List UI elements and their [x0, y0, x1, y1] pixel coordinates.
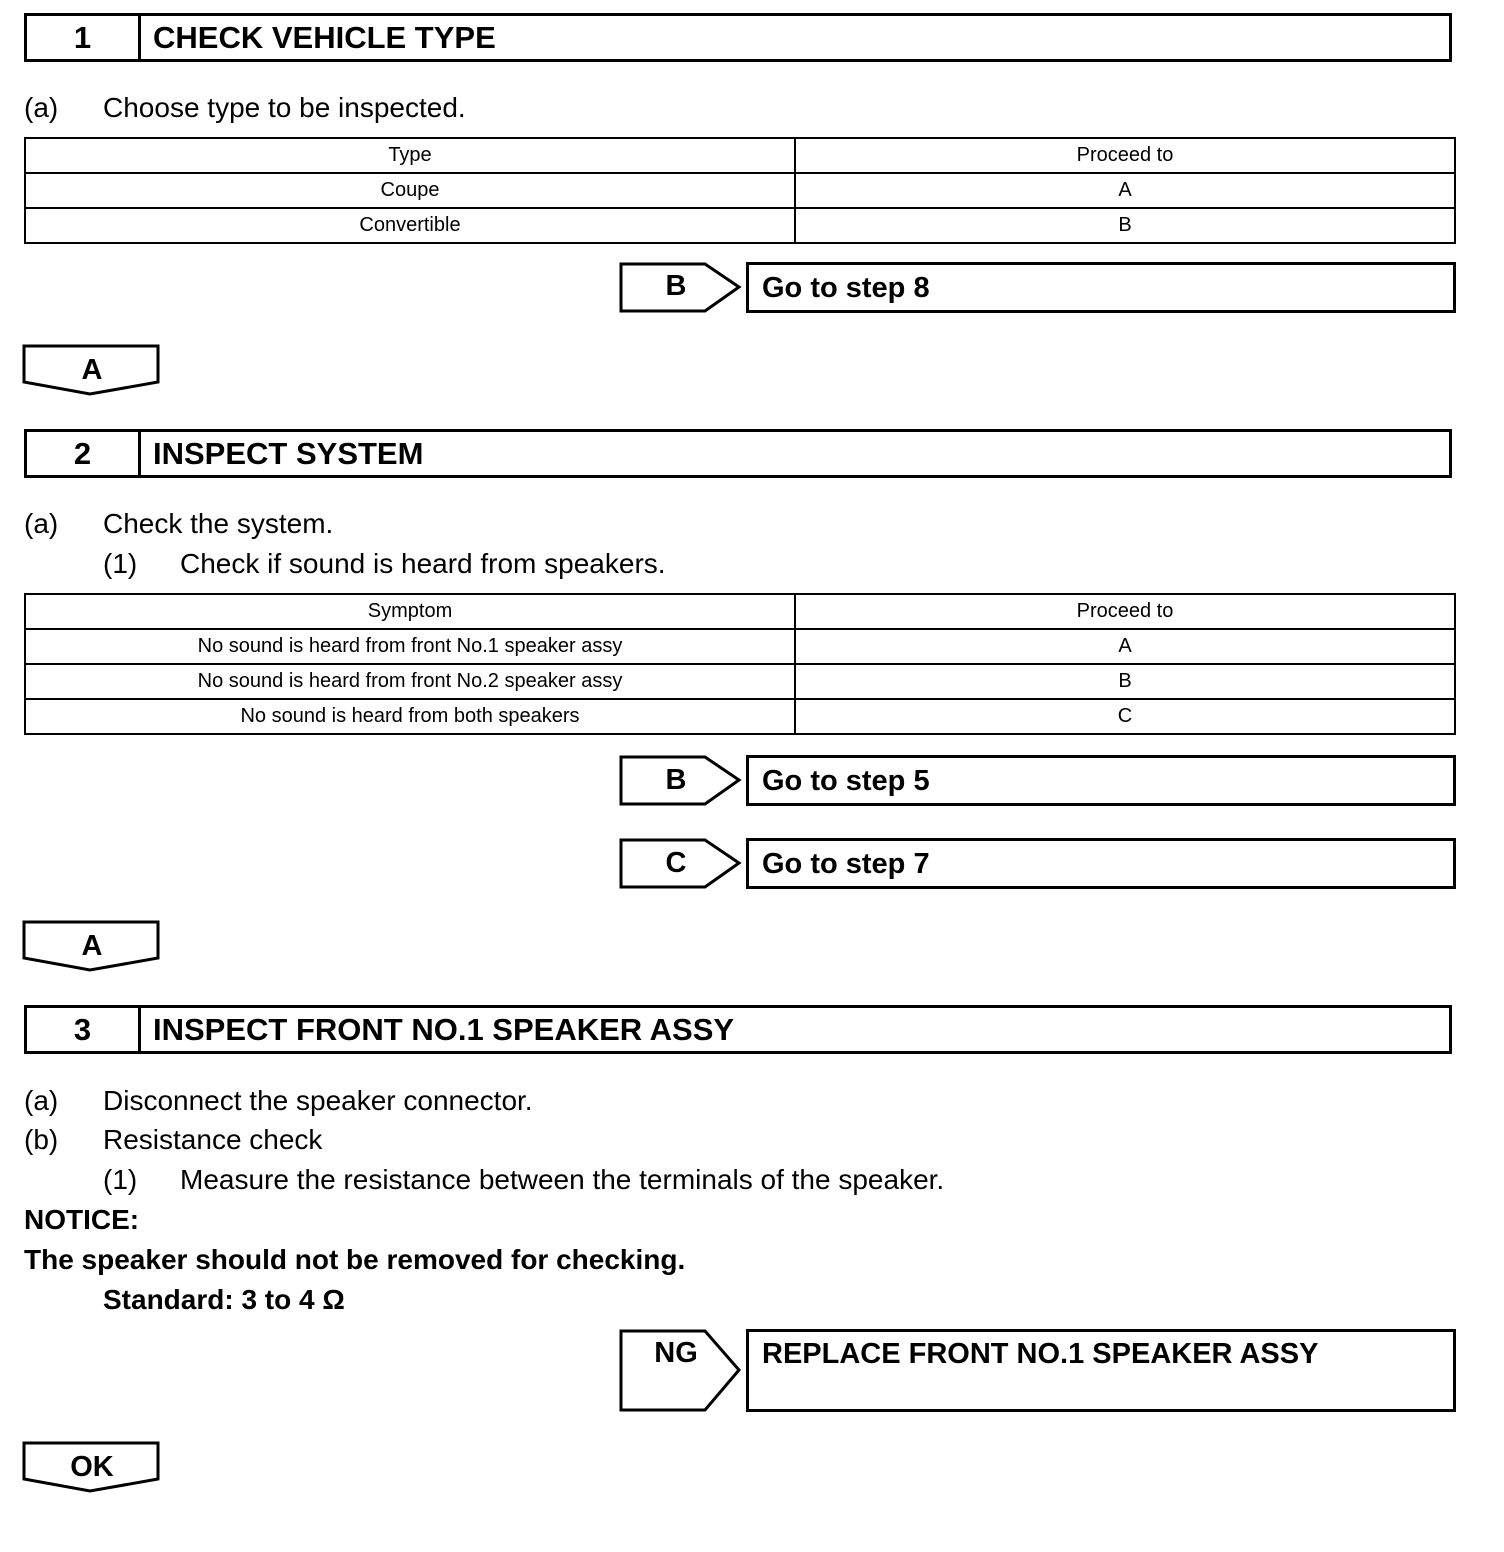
table-cell: No sound is heard from both speakers [25, 699, 795, 734]
vehicle-type-table [24, 137, 1456, 244]
item-text: Check the system. [103, 508, 334, 539]
proceed-label: A [81, 354, 103, 386]
step-3-header [24, 1005, 1452, 1054]
item-text: Disconnect the speaker connector. [103, 1085, 533, 1116]
item-label: (1) [103, 1164, 138, 1195]
item-label: (a) [24, 508, 59, 539]
item-label: (b) [24, 1124, 59, 1155]
step-number: 1 [27, 16, 141, 59]
table-cell: Convertible [25, 208, 795, 243]
table-header-row [25, 594, 1455, 629]
notice-label: NOTICE: [24, 1204, 140, 1235]
step-title: INSPECT FRONT NO.1 SPEAKER ASSY [153, 1011, 735, 1047]
branch-target-box: Go to step 5 [746, 755, 1456, 806]
table-cell: A [795, 629, 1455, 664]
branch-label: B [665, 270, 687, 302]
step-title: INSPECT SYSTEM [153, 435, 424, 471]
table-row [25, 664, 1455, 699]
table-row [25, 629, 1455, 664]
symptom-table [24, 593, 1456, 735]
item-text: Choose type to be inspected. [103, 92, 466, 123]
branch-target-box: Go to step 7 [746, 838, 1456, 889]
step-2-header [24, 429, 1452, 478]
instruction-1 [103, 1164, 945, 1196]
item-label: (1) [103, 548, 138, 579]
branch-target-box: Go to step 8 [746, 262, 1456, 313]
instruction-b [24, 1124, 323, 1156]
item-text: Resistance check [103, 1124, 323, 1155]
table-cell: No sound is heard from front No.1 speaker assy [25, 629, 795, 664]
proceed-label: OK [70, 1451, 114, 1483]
table-header: Symptom [25, 594, 795, 629]
standard-value: Standard: 3 to 4 Ω [103, 1284, 345, 1315]
table-row [25, 208, 1455, 243]
instruction-a [24, 1085, 533, 1117]
item-label: (a) [24, 92, 59, 123]
branch-label: NG [654, 1337, 698, 1369]
table-cell: B [795, 208, 1455, 243]
item-label: (a) [24, 1085, 59, 1116]
step-title: CHECK VEHICLE TYPE [153, 19, 496, 55]
branch-target-box: REPLACE FRONT NO.1 SPEAKER ASSY [746, 1329, 1456, 1412]
table-row [25, 173, 1455, 208]
table-cell: B [795, 664, 1455, 699]
proceed-label: A [81, 930, 103, 962]
step-1-header [24, 13, 1452, 62]
table-row [25, 699, 1455, 734]
table-cell: A [795, 173, 1455, 208]
table-header: Proceed to [795, 138, 1455, 173]
instruction-a [24, 508, 334, 540]
table-cell: No sound is heard from front No.2 speaker assy [25, 664, 795, 699]
step-number: 2 [27, 432, 141, 475]
instruction-a [24, 92, 466, 124]
table-header: Proceed to [795, 594, 1455, 629]
branch-label: C [665, 847, 687, 879]
branch-label: B [665, 764, 687, 796]
step-number: 3 [27, 1008, 141, 1051]
notice-text: The speaker should not be removed for checking. [24, 1244, 686, 1275]
instruction-1 [103, 548, 666, 580]
table-header: Type [25, 138, 795, 173]
table-cell: Coupe [25, 173, 795, 208]
table-header-row [25, 138, 1455, 173]
item-text: Check if sound is heard from speakers. [180, 548, 666, 579]
table-cell: C [795, 699, 1455, 734]
item-text: Measure the resistance between the terminals of the speaker. [180, 1164, 945, 1195]
